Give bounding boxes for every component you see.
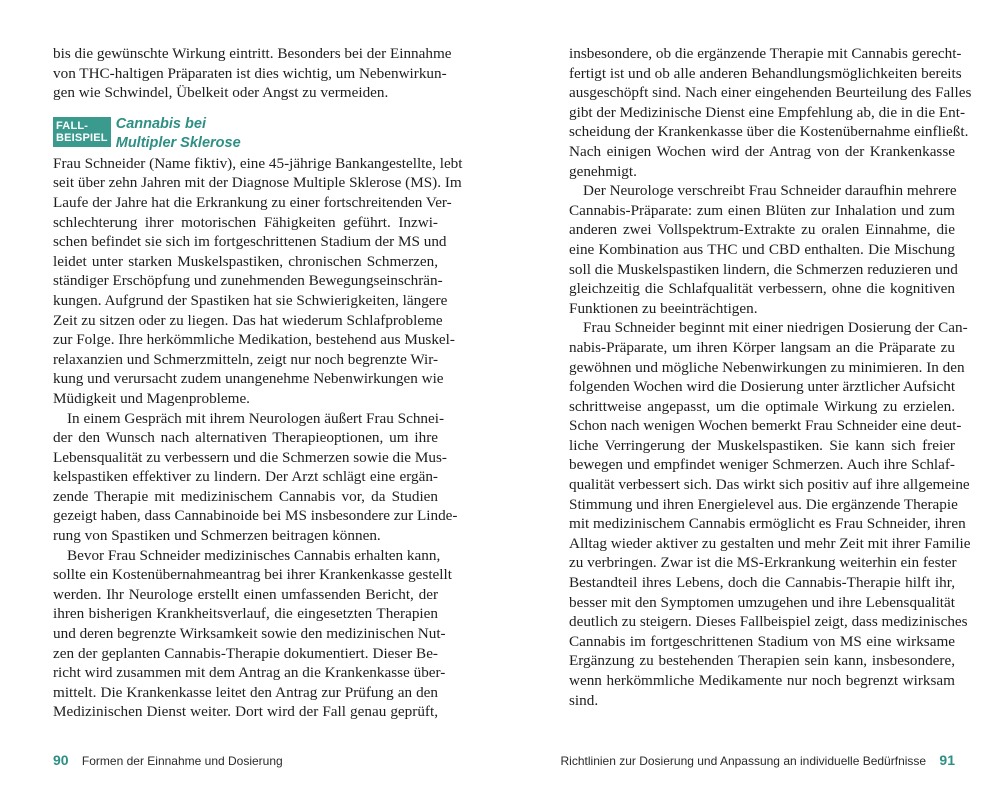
- text-line: liche Verringerung der Muskelspastiken. Sie kann sich freier: [569, 436, 955, 454]
- text-line: Schon nach wenigen Wochen bemerkt Frau Schneider eine deut-: [569, 417, 962, 435]
- page-number: 91: [939, 752, 955, 768]
- text-line: Frau Schneider beginnt mit einer niedrigen Dosierung der Can-: [583, 319, 968, 337]
- text-line: Ergänzung zu bestehenden Therapien sein kann, insbesondere,: [569, 652, 955, 670]
- text-line: Zeit zu sitzen oder zu liegen. Das hat wiederum Schlafprobleme: [53, 311, 443, 329]
- text-line: Alltag wieder aktiver zu gestalten und mehr Zeit mit ihrer Familie: [569, 534, 971, 552]
- text-line: Laufe der Jahre hat die Erkrankung zu einer fortschreitenden Ver-: [53, 193, 452, 211]
- text-line: Stimmung und ihren Energielevel aus. Die ergänzende Therapie: [569, 495, 958, 513]
- text-line: Der Neurologe verschreibt Frau Schneider daraufhin mehrere: [583, 182, 957, 200]
- text-line: Bestandteil ihres Lebens, doch die Cannabis-Therapie hilft ihr,: [569, 574, 955, 592]
- text-line: und deren begrenzte Wirksamkeit sowie den medizinischen Nut-: [53, 625, 446, 643]
- text-line: Cannabis im fortgeschrittenen Stadium von MS eine wirksame: [569, 632, 955, 650]
- text-line: gewöhnen und mögliche Nebenwirkungen zu minimieren. In den: [569, 358, 965, 376]
- text-line: nabis-Präparate, um ihren Körper langsam an die Präparate zu: [569, 338, 955, 356]
- running-title: Richtlinien zur Dosierung und Anpassung an individuelle Bedürfnisse: [560, 754, 927, 768]
- paragraph: [569, 181, 958, 318]
- text-line: mit medizinischem Cannabis ermöglicht es Frau Schneider, ihren: [569, 515, 966, 533]
- case-study-label: FALL- BEISPIEL: [53, 117, 111, 147]
- text-line: kelspastiken effektiver zu lindern. Der Arzt schlägt eine ergän-: [53, 468, 438, 486]
- text-line: seit über zehn Jahren mit der Diagnose Multiple Sklerose (MS). Im: [53, 174, 462, 192]
- page-number: 90: [53, 752, 69, 768]
- text-line: ausgeschöpft sind. Nach einer eingehenden Beurteilung des Falles: [569, 84, 972, 102]
- text-line: mittelt. Die Krankenkasse leitet den Antrag zur Prüfung an den: [53, 683, 438, 701]
- running-title: Formen der Einnahme und Dosierung: [81, 754, 283, 768]
- paragraph: [569, 318, 971, 710]
- text-line: der den Wunsch nach alternativen Therapieoptionen, um ihre: [53, 429, 438, 447]
- text-line: sind.: [569, 691, 599, 709]
- case-study-heading: [53, 115, 438, 154]
- text-line: wenn herkömmliche Medikamente nur noch begrenzt wirksam: [569, 672, 955, 689]
- text-line: schlechterung ihrer motorischen Fähigkeiten geführt. Inzwi-: [53, 213, 438, 231]
- text-line: anderen zwei Vollspektrum-Extrakte zu oralen Einnahme, die: [569, 221, 955, 239]
- text-line: von THC-haltigen Präparaten ist dies wichtig, um Nebenwirkun-: [53, 64, 447, 82]
- text-line: leidet unter starken Muskelspastiken, chronischen Schmerzen,: [53, 252, 438, 270]
- text-line: gleichzeitig die Schlafqualität verbessern, ohne die kognitiven: [569, 280, 955, 298]
- text-line: qualität verbessert sich. Das wirkt sich positiv auf ihre allgemeine: [569, 476, 970, 494]
- text-line: ihren bisherigen Krankheitsverlauf, die eingesetzten Therapien: [53, 605, 438, 623]
- text-line: zur Folge. Ihre herkömmliche Medikation, bestehend aus Muskel-: [53, 331, 455, 349]
- text-line: richt wird zusammen mit dem Antrag an die Krankenkasse über-: [53, 664, 446, 682]
- text-line: zende Therapie mit medizinischem Cannabis vor, da Studien: [53, 487, 438, 505]
- text-line: gen wie Schwindel, Übelkeit oder Angst zu vermeiden.: [53, 84, 389, 102]
- text-line: Nach einigen Wochen wird der Antrag von der Krankenkasse: [569, 142, 955, 160]
- text-line: eine Kombination aus THC und CBD enthalten. Die Mischung: [569, 240, 955, 258]
- paragraph: [53, 409, 458, 546]
- text-line: insbesondere, ob die ergänzende Therapie mit Cannabis gerecht-: [569, 45, 962, 62]
- text-line: schen befindet sie sich im fortgeschrittenen Stadium der MS und: [53, 233, 447, 251]
- text-line: folgenden Wochen wird die Dosierung unter ärztlicher Aufsicht: [569, 378, 956, 396]
- text-line: Funktionen zu beeinträchtigen.: [569, 299, 758, 317]
- text-line: Müdigkeit und Magenprobleme.: [53, 389, 250, 407]
- text-line: relaxanzien und Schmerzmitteln, zeigt nur noch begrenzte Wir-: [53, 350, 439, 368]
- text-line: besser mit den Symptomen umzugehen und ihre Lebensqualität: [569, 593, 955, 611]
- text-line: ständiger Erschöpfung und zunehmenden Bewegungseinschrän-: [53, 272, 443, 290]
- text-line: gibt der Medizinische Dienst eine Empfehlung ab, die in die Ent-: [569, 103, 966, 121]
- intro-paragraph: [53, 44, 452, 103]
- text-line: Cannabis-Präparate: zum einen Blüten zur Inhalation und zum: [569, 201, 955, 219]
- text-line: genehmigt.: [569, 162, 637, 180]
- text-line: zen der geplanten Cannabis-Therapie dokumentiert. Dieser Be-: [53, 644, 438, 662]
- text-line: Lebensqualität zu verbessern und die Schmerzen sowie die Mus-: [53, 448, 447, 466]
- text-line: Frau Schneider (Name fiktiv), eine 45-jährige Bankangestellte, lebt: [53, 154, 463, 172]
- text-line: rung von Spastiken und Schmerzen beitragen können.: [53, 527, 381, 545]
- left-footer: [53, 752, 283, 768]
- text-line: bewegen und empfindet weniger Schmerzen. Auch ihre Schlaf-: [569, 456, 955, 474]
- left-page: [53, 44, 463, 722]
- text-line: In einem Gespräch mit ihrem Neurologen äußert Frau Schnei-: [67, 409, 445, 427]
- text-line: gezeigt haben, dass Cannabinoide bei MS insbesondere zur Linde-: [53, 507, 458, 525]
- text-line: Medizinischen Dienst weiter. Dort wird der Fall genau geprüft,: [53, 703, 438, 721]
- text-line: Bevor Frau Schneider medizinisches Cannabis erhalten kann,: [67, 546, 441, 564]
- right-page: [569, 44, 972, 710]
- text-line: scheidung der Krankenkasse über die Kostenübernahme einfließt.: [569, 123, 969, 141]
- text-line: zu verbringen. Zwar ist die MS-Erkrankung weiterhin ein fester: [569, 554, 957, 572]
- text-line: kung und verursacht zudem unangenehme Nebenwirkungen wie: [53, 370, 444, 388]
- text-line: werden. Ihr Neurologe erstellt einen umfassenden Bericht, der: [53, 585, 438, 603]
- case-study-title: Cannabis bei Multipler Sklerose: [115, 115, 241, 151]
- paragraph: [53, 546, 452, 722]
- right-footer: [561, 752, 955, 768]
- paragraph: [53, 154, 463, 409]
- text-line: kungen. Aufgrund der Spastiken hat sie Schwierigkeiten, längere: [53, 291, 448, 309]
- text-line: bis die gewünschte Wirkung eintritt. Besonders bei der Einnahme: [53, 45, 452, 62]
- text-line: soll die Muskelspastiken lindern, die Schmerzen reduzieren und: [569, 260, 958, 278]
- text-line: schrittweise angepasst, um die optimale Wirkung zu erzielen.: [569, 397, 955, 415]
- text-line: deutlich zu steigern. Dieses Fallbeispiel zeigt, dass medizinisches: [569, 613, 968, 631]
- paragraph: [569, 44, 972, 181]
- text-line: sollte ein Kostenübernahmeantrag bei ihrer Krankenkasse gestellt: [53, 566, 452, 584]
- text-line: fertigt ist und ob alle anderen Behandlungsmöglichkeiten bereits: [569, 64, 962, 82]
